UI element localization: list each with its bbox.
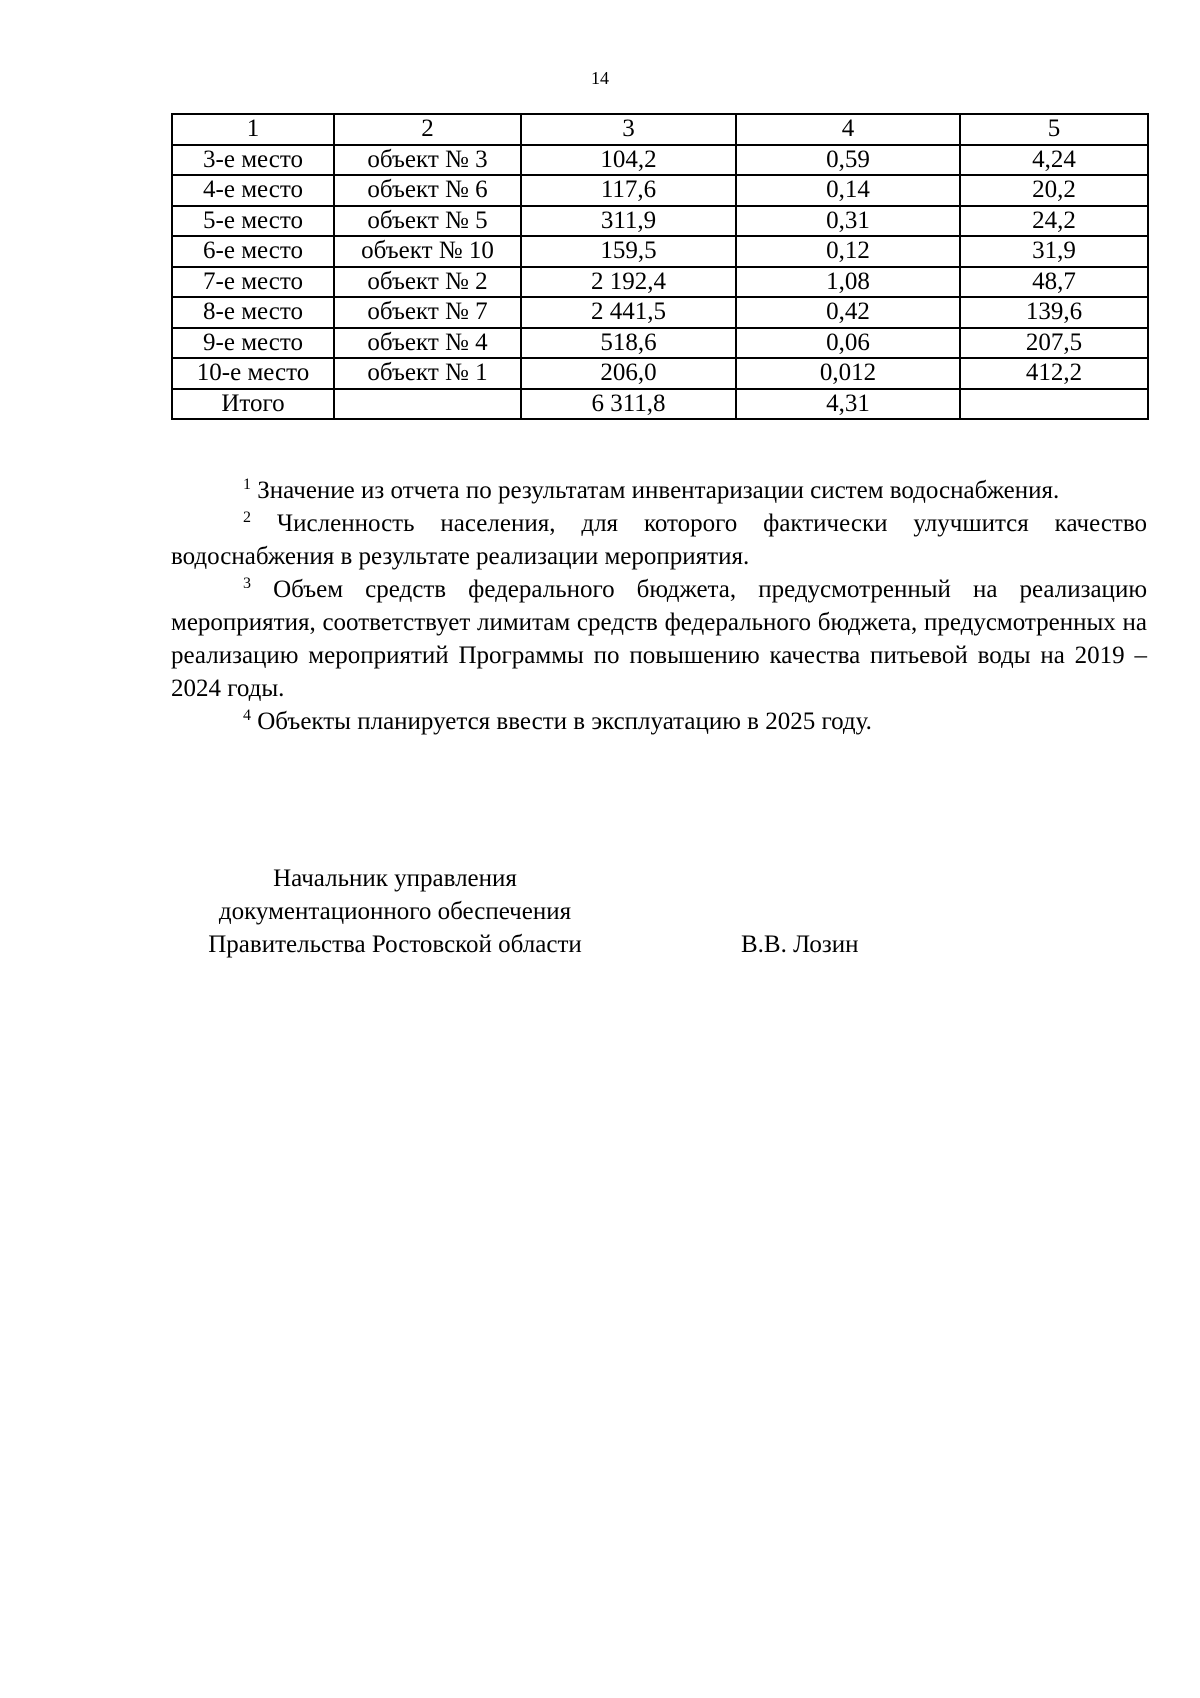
table-cell: 0,06 — [736, 328, 960, 359]
table-cell: 159,5 — [521, 236, 736, 267]
table-cell: 104,2 — [521, 145, 736, 176]
table-cell: 0,59 — [736, 145, 960, 176]
table-cell: 2 192,4 — [521, 267, 736, 298]
table-cell: 3-е место — [172, 145, 334, 176]
table-cell: 0,012 — [736, 358, 960, 389]
table-cell: 0,31 — [736, 206, 960, 237]
footnote — [171, 507, 1147, 573]
table-cell: 0,42 — [736, 297, 960, 328]
header-cell: 1 — [172, 114, 334, 145]
table-total-row — [172, 389, 1148, 420]
table-cell: 6-е место — [172, 236, 334, 267]
table-cell: объект № 4 — [334, 328, 521, 359]
table-cell: 412,2 — [960, 358, 1148, 389]
table-row — [172, 206, 1148, 237]
table-cell: 5-е место — [172, 206, 334, 237]
table-cell: 10-е место — [172, 358, 334, 389]
footnote-text: Объекты планируется ввести в эксплуатацию в 2025 году. — [257, 708, 872, 735]
footnote-text: Объем средств федерального бюджета, предусмотренный на реализацию мероприятия, соответствует лимитам средств федерального бюджета, предусмотренных на реализацию мероприятий Программы по повышению качества питьевой воды на 2019 – 2024 годы. — [171, 576, 1147, 702]
footnote-text: Значение из отчета по результатам инвентаризации систем водоснабжения. — [257, 477, 1060, 504]
total-cell: 6 311,8 — [521, 389, 736, 420]
signature-title-line: Правительства Ростовской области — [208, 931, 582, 958]
table-cell: 20,2 — [960, 175, 1148, 206]
signature-title-line: документационного обеспечения — [218, 898, 572, 925]
table-cell: объект № 10 — [334, 236, 521, 267]
table-cell: 518,6 — [521, 328, 736, 359]
header-cell: 5 — [960, 114, 1148, 145]
footnote-text: Численность населения, для которого фактически улучшится качество водоснабжения в результате реализации мероприятия. — [171, 510, 1147, 570]
table-cell: объект № 6 — [334, 175, 521, 206]
signature-title-line: Начальник управления — [273, 865, 517, 892]
table-cell: 0,12 — [736, 236, 960, 267]
header-cell: 2 — [334, 114, 521, 145]
signature-block — [176, 862, 614, 961]
total-cell: 4,31 — [736, 389, 960, 420]
data-table — [171, 113, 1149, 420]
table-cell: 0,14 — [736, 175, 960, 206]
total-cell — [960, 389, 1148, 420]
table-cell: 4,24 — [960, 145, 1148, 176]
table-cell: объект № 7 — [334, 297, 521, 328]
footnote-number: 3 — [243, 575, 251, 592]
table-cell: 207,5 — [960, 328, 1148, 359]
table-cell: 24,2 — [960, 206, 1148, 237]
table-cell: 9-е место — [172, 328, 334, 359]
table-row — [172, 267, 1148, 298]
page-number: 14 — [591, 68, 609, 88]
table-cell: 7-е место — [172, 267, 334, 298]
footnote — [171, 573, 1147, 705]
total-label-cell: Итого — [172, 389, 334, 420]
table-row — [172, 145, 1148, 176]
footnote-number: 1 — [243, 476, 251, 493]
footnotes — [171, 474, 1147, 738]
table-cell: объект № 2 — [334, 267, 521, 298]
footnote-number: 4 — [243, 707, 251, 724]
header-cell: 3 — [521, 114, 736, 145]
table-cell: 206,0 — [521, 358, 736, 389]
table-cell: объект № 1 — [334, 358, 521, 389]
footnote — [171, 705, 1147, 738]
table-cell: 31,9 — [960, 236, 1148, 267]
footnote — [171, 474, 1147, 507]
table-cell: 1,08 — [736, 267, 960, 298]
table-row — [172, 358, 1148, 389]
table-cell: 311,9 — [521, 206, 736, 237]
header-cell: 4 — [736, 114, 960, 145]
table-cell: 2 441,5 — [521, 297, 736, 328]
table-row — [172, 236, 1148, 267]
table-cell: 139,6 — [960, 297, 1148, 328]
table-cell: объект № 3 — [334, 145, 521, 176]
table-cell: 4-е место — [172, 175, 334, 206]
footnote-number: 2 — [243, 509, 251, 526]
table-cell: 117,6 — [521, 175, 736, 206]
total-cell — [334, 389, 521, 420]
table-cell: 48,7 — [960, 267, 1148, 298]
table-header-row — [172, 114, 1148, 145]
table-row — [172, 297, 1148, 328]
signatory-name: В.В. Лозин — [741, 931, 859, 958]
table-cell: 8-е место — [172, 297, 334, 328]
table-row — [172, 328, 1148, 359]
table-cell: объект № 5 — [334, 206, 521, 237]
table-row — [172, 175, 1148, 206]
